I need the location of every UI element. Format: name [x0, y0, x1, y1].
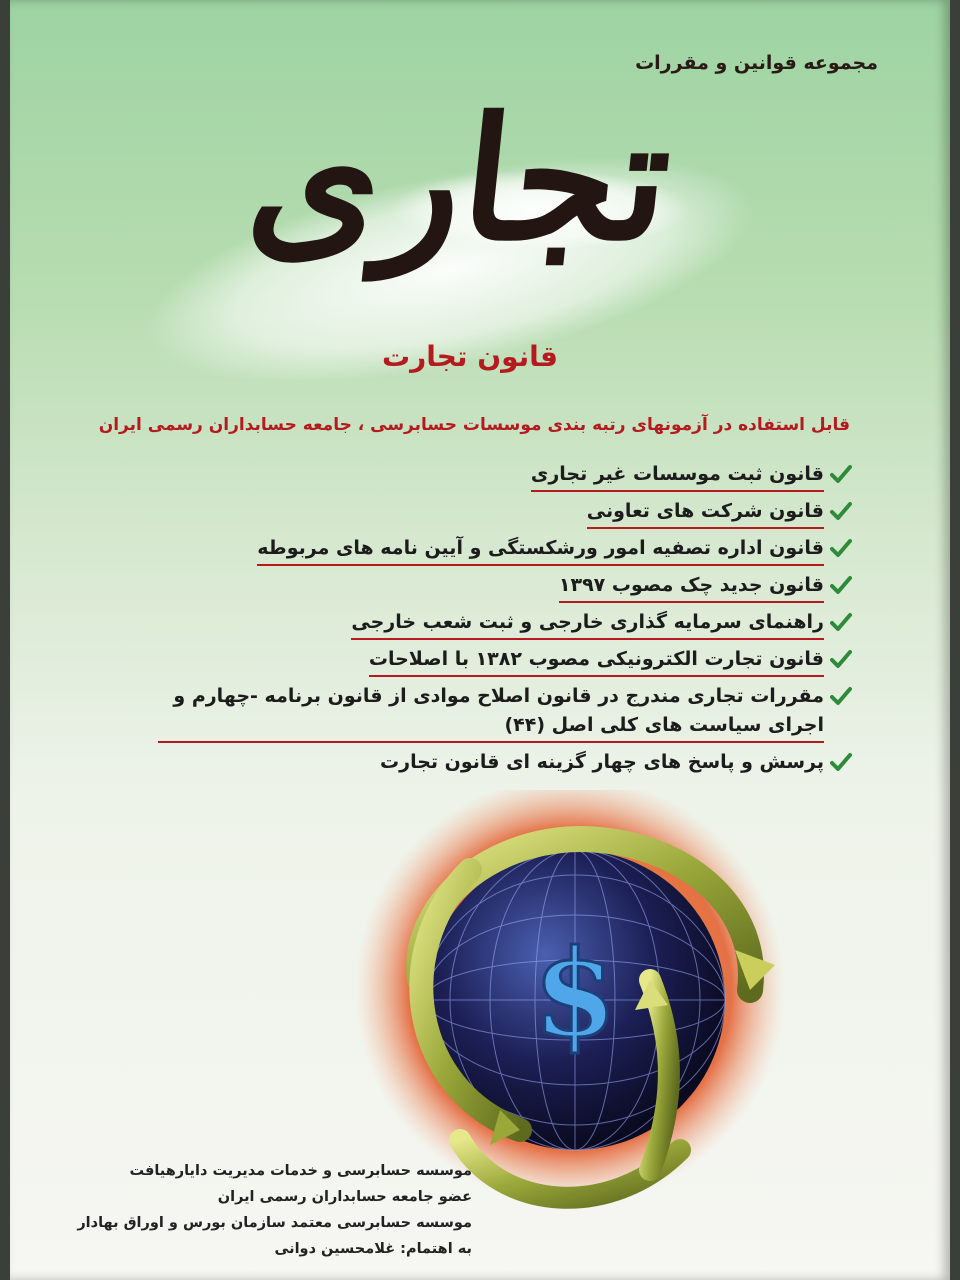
check-icon — [824, 645, 858, 673]
list-item — [158, 497, 858, 529]
main-title: تجاری — [240, 80, 680, 278]
book-cover — [10, 0, 950, 1280]
credit-line: به اهتمام: غلامحسین دوانی — [274, 1241, 472, 1257]
subtitle: قانون تجارت — [381, 340, 559, 373]
credit-line: عضو جامعه حسابداران رسمی ایران — [217, 1189, 472, 1205]
list-item — [158, 571, 858, 603]
credit-line: موسسه حسابرسی و خدمات مدیریت دایارهیافت — [129, 1163, 472, 1179]
check-icon — [824, 497, 858, 525]
list-item-text: قانون شرکت های تعاونی — [587, 497, 824, 529]
check-icon — [824, 748, 858, 776]
list-item — [158, 534, 858, 566]
list-item — [158, 645, 858, 677]
check-icon — [824, 608, 858, 636]
list-item-text: قانون جدید چک مصوب ۱۳۹۷ — [559, 571, 824, 603]
dollar-symbol: $ — [533, 923, 617, 1064]
list-item-text: مقررات تجاری مندرج در قانون اصلاح موادی از قانون برنامه -چهارم و اجرای سیاست های کلی اصل (۴۴) — [158, 682, 824, 743]
list-item-text: قانون ثبت موسسات غیر تجاری — [531, 460, 824, 492]
series-title: مجموعه قوانین و مقررات — [635, 52, 878, 74]
list-item — [158, 460, 858, 492]
check-icon — [824, 682, 858, 710]
check-icon — [824, 571, 858, 599]
credit-line: موسسه حسابرسی معتمد سازمان بورس و اوراق بهادار — [77, 1215, 472, 1231]
list-item — [158, 682, 858, 743]
credits — [52, 1158, 472, 1262]
check-icon — [824, 460, 858, 488]
check-icon — [824, 534, 858, 562]
list-item — [158, 748, 858, 778]
contents-list — [158, 460, 858, 783]
list-item-text: راهنمای سرمایه گذاری خارجی و ثبت شعب خارجی — [351, 608, 824, 640]
usage-note: قابل استفاده در آزمونهای رتبه بندی موسسات حسابرسی ، جامعه حسابداران رسمی ایران — [98, 415, 850, 435]
list-item-text: قانون تجارت الکترونیکی مصوب ۱۳۸۲ با اصلاحات — [369, 645, 824, 677]
list-item-text: پرسش و پاسخ های چهار گزینه ای قانون تجارت — [380, 751, 824, 773]
list-item-text: قانون اداره تصفیه امور ورشکستگی و آیین نامه های مربوطه — [257, 534, 824, 566]
list-item — [158, 608, 858, 640]
